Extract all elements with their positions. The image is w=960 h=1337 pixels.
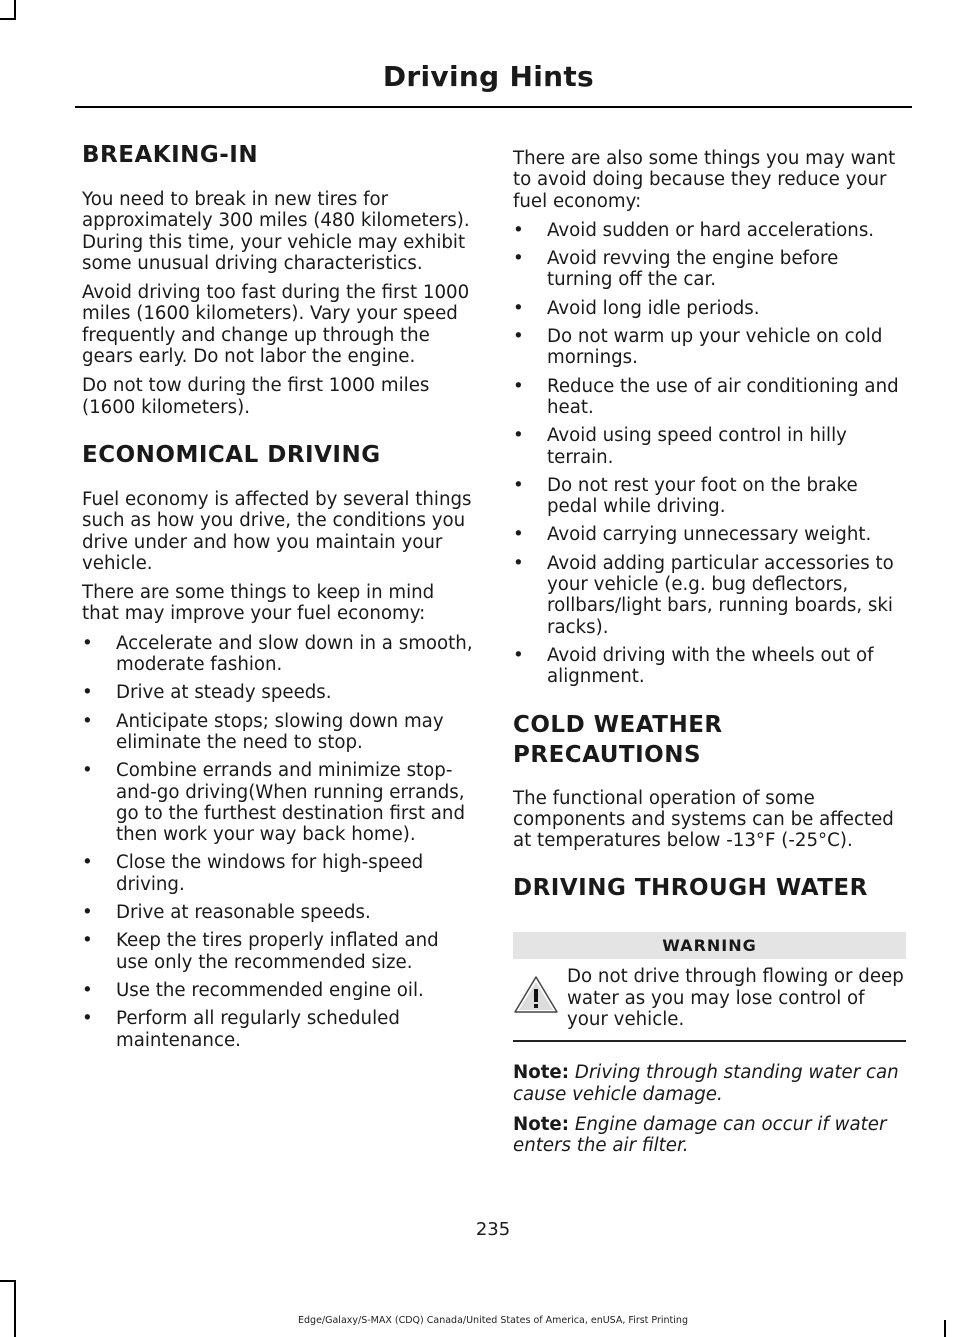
economical-driving-heading: ECONOMICAL DRIVING xyxy=(82,441,381,468)
list-item: • Close the windows for high-speed driving. xyxy=(82,852,424,895)
crop-mark xyxy=(0,1280,16,1282)
avoid-list xyxy=(513,220,906,688)
paragraph: The functional operation of some components and systems can be affected at temperatures below -13°F (-25°C). xyxy=(513,787,894,852)
paragraph: Fuel economy is affected by several things such as how you drive, the conditions you drive under and how you maintain your vehicle. xyxy=(82,488,472,574)
list-item: • Avoid adding particular accessories to your vehicle (e.g. bug deflectors, rollbars/light bars, running boards, ski racks). xyxy=(513,552,894,638)
warning-label: WARNING xyxy=(513,932,906,959)
crop-mark xyxy=(14,1280,16,1337)
list-item: • Use the recommended engine oil. xyxy=(82,979,424,1001)
list-item: • Keep the tires properly inflated and use only the recommended size. xyxy=(82,930,439,973)
footer-text: Edge/Galaxy/S-MAX (CDQ) Canada/United States of America, enUSA, First Printing xyxy=(298,1315,688,1326)
bullet-icon: • xyxy=(513,474,524,496)
list-item: • Combine errands and minimize stop-and-go driving(When running errands, go to the furthest destination first and then work your way back home). xyxy=(82,760,465,846)
warning-text: Do not drive through flowing or deep water as you may lose control of your vehicle. xyxy=(567,966,904,1031)
bullet-icon: • xyxy=(513,326,524,348)
bullet-icon: • xyxy=(82,930,93,952)
left-column xyxy=(82,140,474,1059)
bullet-icon: • xyxy=(513,644,524,666)
bullet-icon: • xyxy=(513,248,524,270)
bullet-icon: • xyxy=(82,682,93,704)
note: Note: Engine damage can occur if water enters the air filter. xyxy=(513,1113,887,1157)
list-item: • Drive at reasonable speeds. xyxy=(82,902,371,924)
page-number: 235 xyxy=(475,1219,511,1240)
list-item: • Avoid using speed control in hilly terrain. xyxy=(513,425,847,468)
economy-tips-list xyxy=(82,633,474,1051)
paragraph: There are also some things you may want to avoid doing because they reduce your fuel economy: xyxy=(513,148,896,212)
page-title: Driving Hints xyxy=(382,60,594,93)
paragraph: Avoid driving too fast during the first 1000 miles (1600 kilometers). Vary your speed frequently and change up through the gears early. Do not labor the engine. xyxy=(82,282,470,368)
note: Note: Driving through standing water can cause vehicle damage. xyxy=(513,1062,899,1105)
list-item: • Avoid driving with the wheels out of alignment. xyxy=(513,644,874,688)
list-item: • Drive at steady speeds. xyxy=(82,682,332,704)
warning-triangle-icon xyxy=(513,966,563,1018)
crop-mark xyxy=(14,0,16,20)
bullet-icon: • xyxy=(513,297,524,319)
list-item: • Do not warm up your vehicle on cold mornings. xyxy=(513,326,883,369)
right-column xyxy=(513,148,906,1166)
paragraph: You need to break in new tires for approximately 300 miles (480 kilometers). During this time, your vehicle may exhibit some unusual driving characteristics. xyxy=(82,189,470,274)
list-item: • Avoid carrying unnecessary weight. xyxy=(513,524,872,546)
bullet-icon: • xyxy=(82,902,93,924)
list-item: • Accelerate and slow down in a smooth, moderate fashion. xyxy=(82,632,473,676)
breaking-in-heading: BREAKING-IN xyxy=(82,142,259,168)
list-item: • Avoid sudden or hard accelerations. xyxy=(513,219,875,241)
bullet-icon: • xyxy=(82,760,93,782)
bullet-icon: • xyxy=(513,524,524,546)
list-item: • Perform all regularly scheduled maintenance. xyxy=(82,1008,400,1051)
bullet-icon: • xyxy=(82,710,93,732)
bullet-icon: • xyxy=(513,375,524,397)
warning-box xyxy=(513,959,906,1042)
paragraph: There are some things to keep in mind that may improve your fuel economy: xyxy=(82,582,435,625)
bullet-icon: • xyxy=(82,979,93,1001)
list-item: • Reduce the use of air conditioning and heat. xyxy=(513,375,899,418)
bullet-icon: • xyxy=(513,552,524,574)
bullet-icon: • xyxy=(513,219,524,241)
list-item: • Avoid long idle periods. xyxy=(513,297,760,319)
list-item: • Anticipate stops; slowing down may eliminate the need to stop. xyxy=(82,710,444,753)
bullet-icon: • xyxy=(82,632,93,654)
cold-weather-heading: COLD WEATHER PRECAUTIONS xyxy=(513,711,723,768)
driving-through-water-heading: DRIVING THROUGH WATER xyxy=(513,875,868,902)
list-item: • Do not rest your foot on the brake pedal while driving. xyxy=(513,474,858,518)
bullet-icon: • xyxy=(82,1008,93,1030)
header-rule xyxy=(75,106,912,108)
bullet-icon: • xyxy=(513,425,524,447)
paragraph: Do not tow during the first 1000 miles (1600 kilometers). xyxy=(82,375,430,418)
list-item: • Avoid revving the engine before turning off the car. xyxy=(513,248,839,291)
bullet-icon: • xyxy=(82,852,93,874)
crop-mark xyxy=(0,18,16,20)
